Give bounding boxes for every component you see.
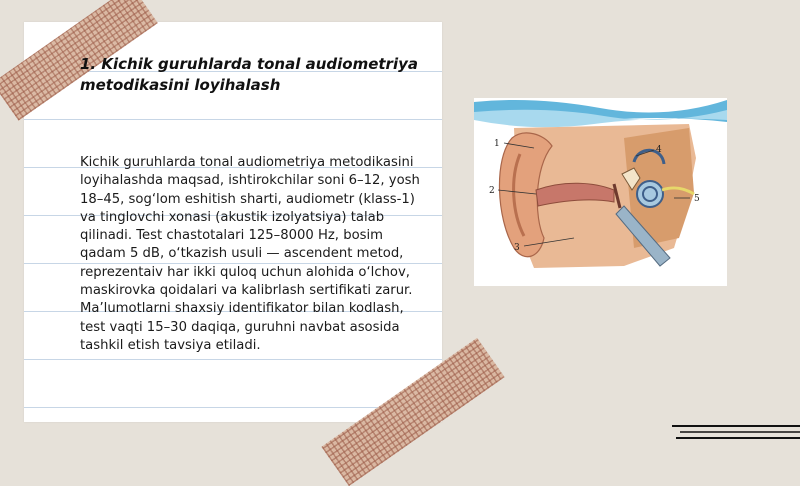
ear-anatomy-illustration bbox=[474, 98, 727, 286]
cochlea bbox=[637, 181, 663, 207]
decorative-lines bbox=[672, 420, 800, 450]
figure-label-2: 2 bbox=[489, 186, 495, 196]
figure-label-1: 1 bbox=[494, 139, 500, 149]
figure-label-5: 5 bbox=[694, 194, 700, 204]
figure-label-4: 4 bbox=[656, 145, 662, 155]
ear-anatomy-figure bbox=[474, 98, 727, 286]
slide-body-text: Kichik guruhlarda tonal audiometriya metodikasini loyihalashda maqsad, ishtirokchilar soni 6–12, yosh 18–45, sog‘lom eshitish sharti, audiometr (klass-1) va tinglovchi xonasi (akustik izolyatsiya) talab qilinadi. Test chastotalari 125–8000 Hz, bosim qadam 5 dB, o‘tkazish usuli — ascendent metod, reprezentaiv har ikki quloq uchun alohida o‘lchov, maskirovka qoidalari va kalibrlash sertifikati zarur. Ma’lumotlarni shaxsiy identifikator bilan kodlash, test vaqti 15–30 daqiqa, guruhni navbat asosida tashkil etish tavsiya etiladi. bbox=[80, 155, 420, 353]
slide-title: 1. Kichik guruhlarda tonal audiometriya metodikasini loyihalash bbox=[80, 55, 418, 94]
figure-label-3: 3 bbox=[514, 243, 520, 253]
